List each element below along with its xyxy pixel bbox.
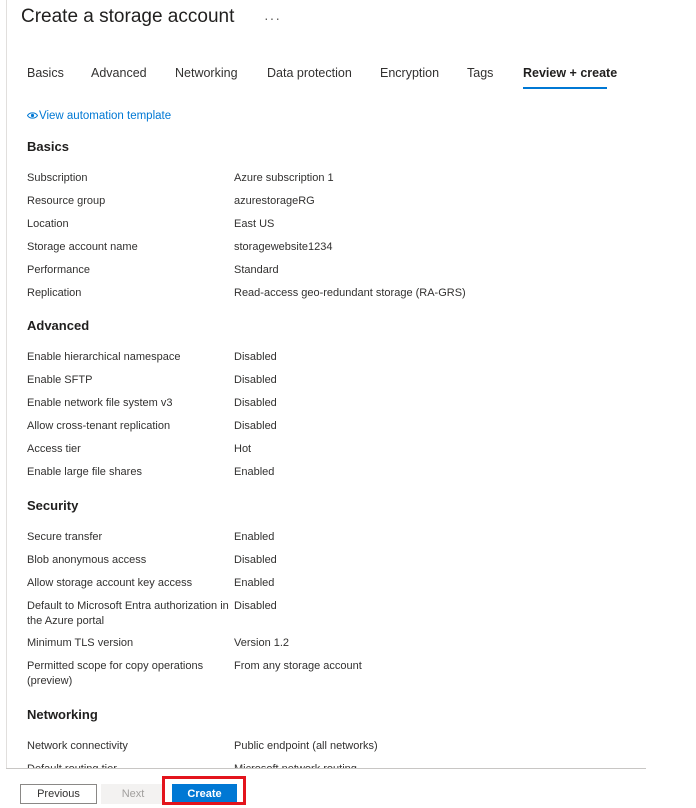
create-button-highlight	[162, 776, 246, 805]
more-options-icon[interactable]: ···	[264, 10, 281, 26]
row-value: Hot	[234, 443, 252, 455]
page-title: Create a storage account	[21, 6, 235, 27]
row-value: Read-access geo-redundant storage (RA-GRS)	[234, 287, 466, 299]
eye-icon	[27, 111, 38, 120]
row-value: Enabled	[234, 577, 275, 589]
row-value: East US	[234, 218, 275, 230]
row-label: Allow storage account key access	[27, 577, 193, 589]
row-value: Enabled	[234, 466, 275, 478]
row-label: Subscription	[27, 172, 88, 184]
row-label: Allow cross-tenant replication	[27, 420, 171, 432]
footer-divider	[6, 768, 646, 769]
row-value: Azure subscription 1	[234, 172, 334, 184]
row-label: Access tier	[27, 443, 81, 455]
row-label: Minimum TLS version	[27, 637, 134, 649]
row-label: Storage account name	[27, 241, 138, 253]
tab-review-create[interactable]: Review + create	[523, 66, 618, 80]
row-label: Location	[27, 218, 69, 230]
section-heading-basics: Basics	[27, 139, 69, 154]
row-value: Version 1.2	[234, 637, 290, 649]
section-heading-security: Security	[27, 498, 79, 513]
row-value: Standard	[234, 264, 279, 276]
row-label: Default to Microsoft Entra authorization in the Azure portal	[27, 600, 229, 627]
left-border	[6, 0, 7, 808]
row-label: Enable network file system v3	[27, 397, 173, 409]
view-automation-template-link[interactable]	[27, 110, 171, 122]
create-button[interactable]: Create	[172, 784, 237, 804]
next-button[interactable]: Next	[101, 784, 165, 804]
active-tab-indicator	[523, 87, 607, 89]
previous-button[interactable]: Previous	[20, 784, 97, 804]
row-value: Enabled	[234, 531, 275, 543]
row-value: Disabled	[234, 374, 277, 386]
row-label: Resource group	[27, 195, 106, 207]
tab-basics[interactable]: Basics	[27, 66, 64, 80]
row-value: Disabled	[234, 397, 277, 409]
row-value: storagewebsite1234	[234, 241, 333, 253]
row-value: azurestorageRG	[234, 195, 315, 207]
tab-tags[interactable]: Tags	[467, 66, 494, 80]
row-label: Enable SFTP	[27, 374, 93, 386]
row-label: Enable large file shares	[27, 466, 142, 478]
row-label: Replication	[27, 287, 82, 299]
tab-advanced[interactable]: Advanced	[91, 66, 147, 80]
row-value: From any storage account	[234, 660, 362, 672]
tab-data-protection[interactable]: Data protection	[267, 66, 352, 80]
automation-link-label: View automation template	[39, 110, 172, 122]
row-value: Disabled	[234, 600, 277, 612]
row-label: Network connectivity	[27, 740, 128, 752]
row-label: Enable hierarchical namespace	[27, 351, 181, 363]
row-label: Performance	[27, 264, 90, 276]
section-heading-advanced: Advanced	[27, 318, 90, 333]
row-label: Secure transfer	[27, 531, 103, 543]
row-value: Disabled	[234, 554, 277, 566]
row-label: Blob anonymous access	[27, 554, 147, 566]
tab-encryption[interactable]: Encryption	[380, 66, 440, 80]
tab-networking[interactable]: Networking	[175, 66, 238, 80]
row-value: Disabled	[234, 351, 277, 363]
row-value: Public endpoint (all networks)	[234, 740, 378, 752]
section-heading-networking: Networking	[27, 707, 98, 722]
row-value: Disabled	[234, 420, 277, 432]
row-label: Permitted scope for copy operations (preview)	[27, 660, 204, 687]
